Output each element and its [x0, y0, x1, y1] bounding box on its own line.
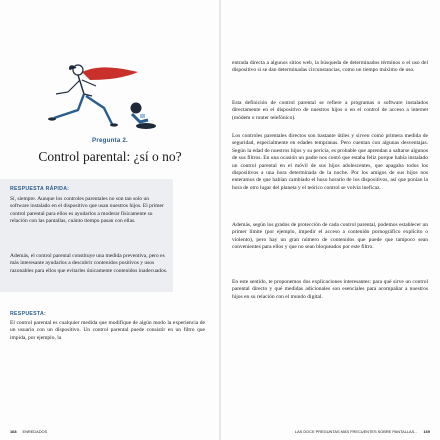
left-footer: [10, 429, 47, 434]
parent-chasing-child-illustration: [20, 58, 200, 134]
body-paragraph: Esta definición de control parental se refiere a programas o software instalados directamente en el dispositivo de nuestros hijos o en el control de acceso a internet (módem o router telefónico).: [232, 100, 428, 121]
page-number: 169: [423, 429, 430, 434]
answer-paragraph: El control parental es cualquier medida que modifique de algún modo la experiencia de un usuario con un dispositivo. Un control parental puede consistir en un filtro que impida, por ejemplo, la: [10, 320, 205, 341]
body-paragraph: entrada directa a algunos sitios web, la búsqueda de determinados términos o el uso del dispositivo si se dan determinadas circunstancias, como un tiempo máximo de uso.: [232, 60, 428, 74]
right-page: [220, 0, 440, 440]
running-title: ENREDADOS: [22, 429, 48, 434]
body-paragraph: Los controles parentales directos son bastante útiles y sirven como primera medida de seguridad, especialmente en edades tempranas. Pero cuentan con algunas desventajas. Según la edad de nuestros hijos y su pericia, es probable que aprendan a saltarse algunos de sus filtros. En una ocasión un padre nos contó que estaba feliz porque había instalado un control parental en el móvil de sus hijos adolescentes, que apagaba todos los dispositivos a una hora determinada de la noche. Por los amigos de sus hijos nos enteramos de que habían cambiado el huso horario de los dispositivos, así que ponían la hora de otro lugar del planeta y el teórico control se volvía ineficaz.: [232, 133, 428, 191]
question-label: Pregunta 2.: [92, 137, 128, 144]
quick-answer-title: RESPUESTA RÁPIDA:: [10, 186, 70, 192]
running-title: LAS DOCE PREGUNTAS MÁS FRECUENTES SOBRE PANTALLAS...: [294, 429, 418, 434]
page-number: 168: [10, 429, 17, 434]
quick-answer-paragraph: Sí, siempre. Aunque los controles parentales no son tan solo un software instalado en el dispositivo que usan nuestros hijos. El primer control parental para ellos es ayudarlos a moderar físicamente su relación con las pantallas, cuánto tiempo pasan con ellas.: [10, 196, 164, 225]
right-footer: [295, 429, 430, 434]
question-title: Control parental: ¿sí o no?: [38, 149, 182, 164]
answer-title: RESPUESTA:: [10, 311, 47, 317]
body-paragraph: Además, según los grados de protección de cada control parental, podemos establecer un primer límite (por ejemplo, impedir el acceso a contenido pornográfico explícito o violento), pero hay un gran número de contenidos que puede que tampoco sean convenientes para ellos y que no sean bloqueados por este filtro.: [232, 222, 428, 251]
body-paragraph: En este sentido, te proponemos dos explicaciones interesantes: para qué sirve un control parental directo y qué medidas adicionales son esenciales para acompañar a nuestros hijos en su relación con el mundo digital.: [232, 279, 428, 300]
quick-answer-paragraph: Además, el control parental constituye una medida preventiva, pero es más interesante ayudarlos a descubrir contenidos positivos y usos razonables para ellos que evitarles únicamente contenidos inadecuados.: [10, 253, 168, 274]
